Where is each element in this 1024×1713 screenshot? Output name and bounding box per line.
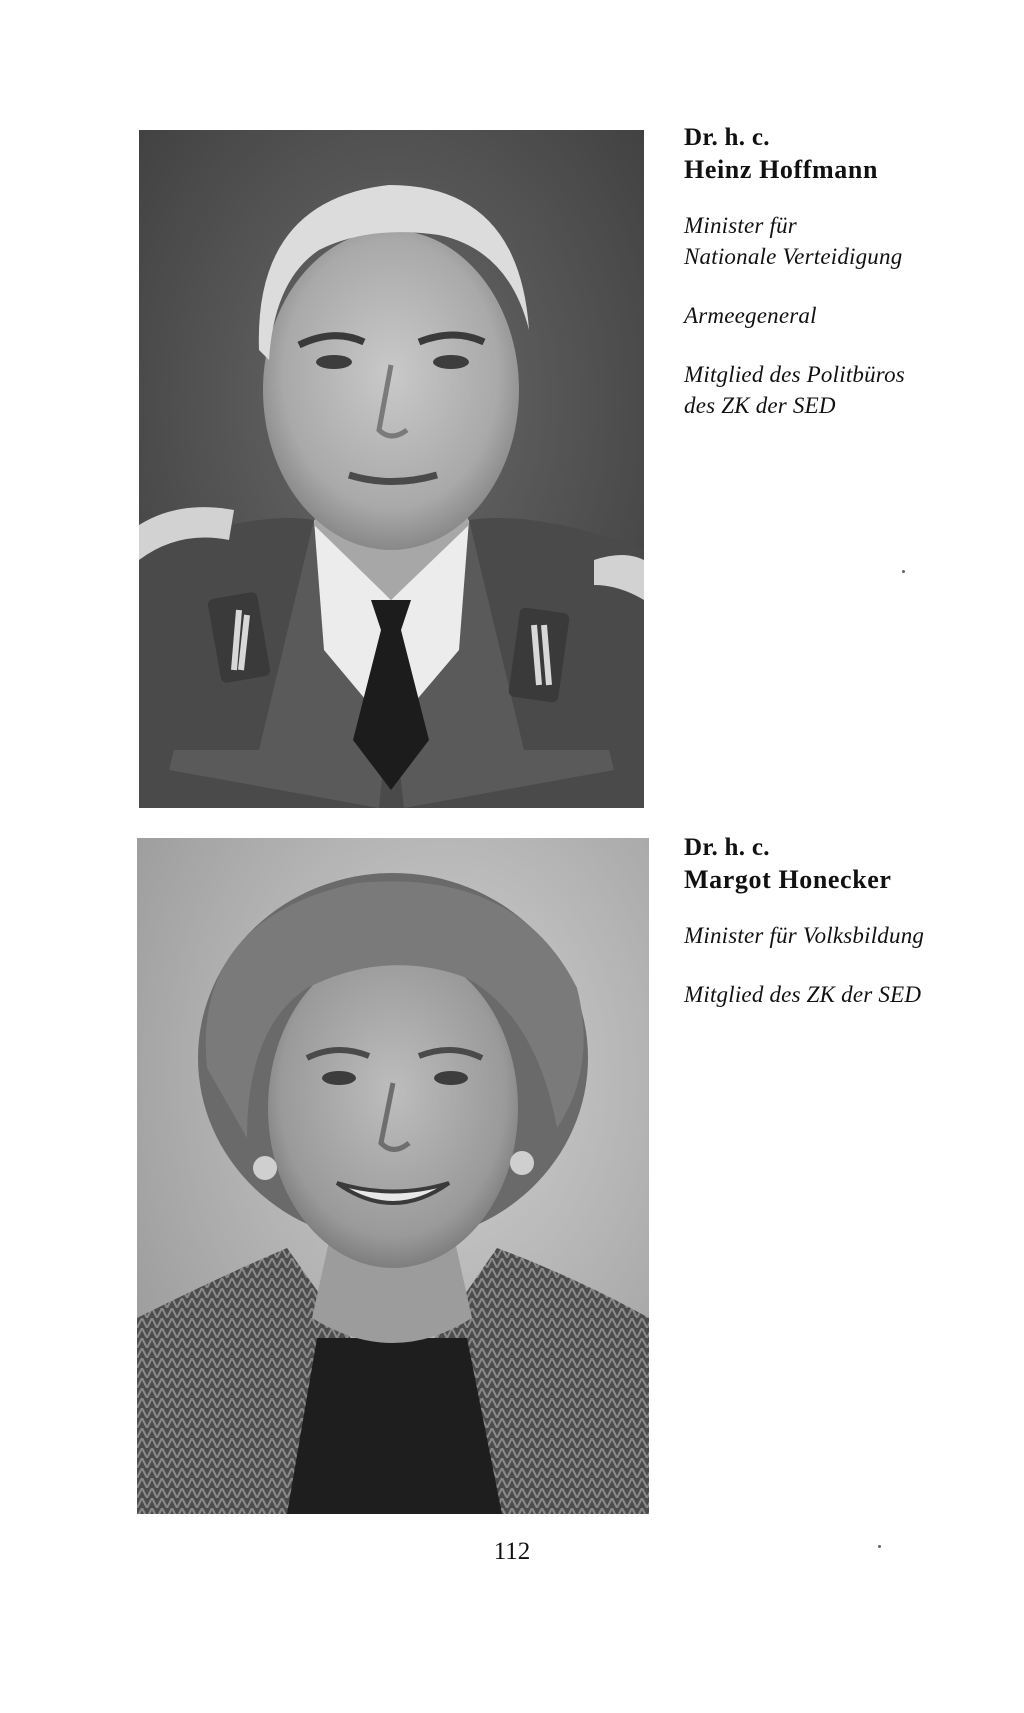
portrait-photo-heinz-hoffmann	[139, 130, 644, 808]
caption-margot-honecker	[684, 832, 1004, 1038]
role-line: Minister für	[684, 213, 797, 238]
portrait-photo-margot-honecker	[137, 838, 649, 1514]
person-name: Heinz Hoffmann	[684, 155, 879, 184]
role-line: Minister für Volksbildung	[684, 923, 925, 948]
role-line: des ZK der SED	[684, 393, 836, 418]
scan-speck	[878, 1545, 881, 1548]
page-number: 112	[493, 1538, 531, 1565]
academic-title: Dr. h. c.	[684, 834, 770, 861]
person-name: Margot Honecker	[684, 865, 892, 894]
caption-heinz-hoffmann	[684, 122, 1004, 449]
role-line: Nationale Verteidigung	[684, 244, 903, 269]
academic-title: Dr. h. c.	[684, 124, 770, 151]
role-line: Mitglied des ZK der SED	[684, 982, 922, 1007]
role-line: Mitglied des Politbüros	[684, 362, 905, 387]
scan-speck	[902, 570, 905, 573]
role-line: Armeegeneral	[684, 303, 817, 328]
